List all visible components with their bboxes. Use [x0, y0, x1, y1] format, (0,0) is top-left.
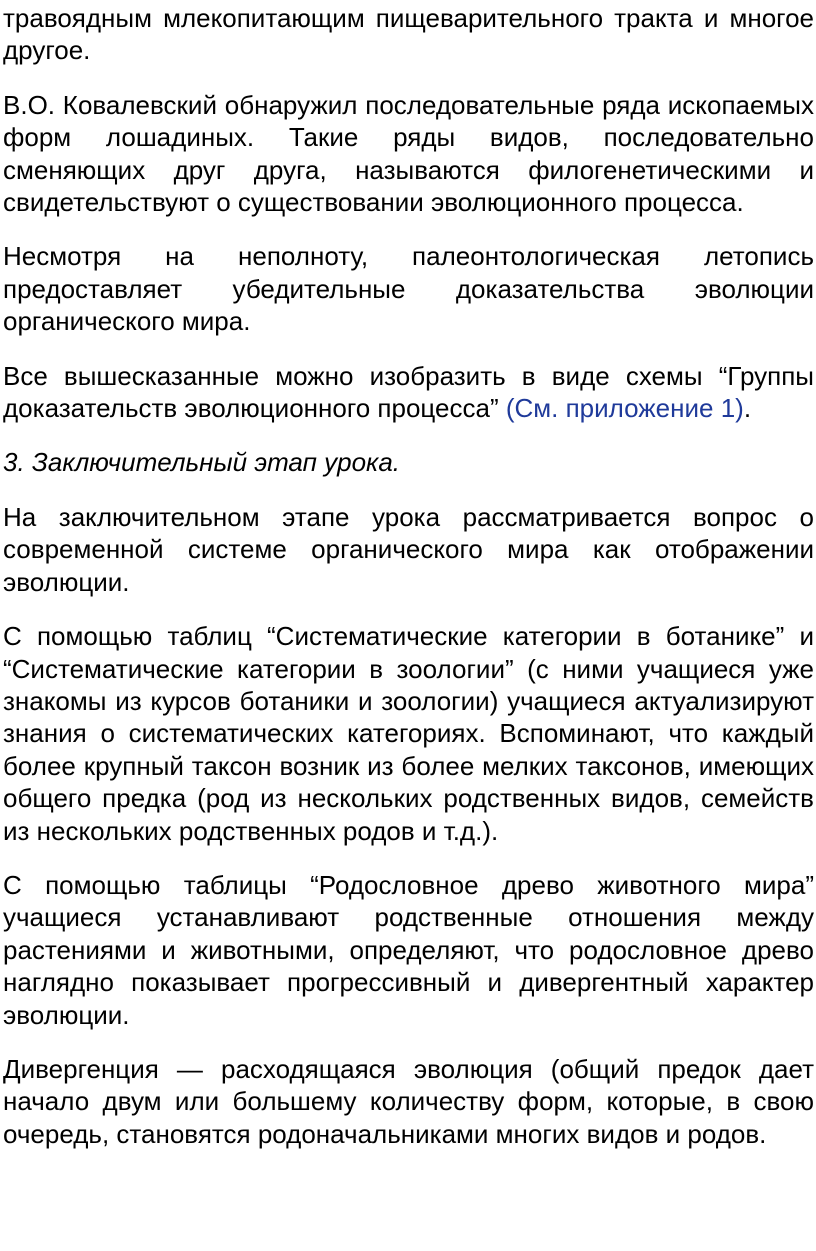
paragraph-3: Несмотря на неполноту, палеонтологическая летопись предоставляет убедительные доказательства эволюции органического мира.: [3, 241, 814, 337]
paragraph-4: [3, 360, 814, 425]
section-heading-3: 3. Заключительный этап урока.: [3, 447, 401, 478]
paragraph-7: С помощью таблицы “Родословное древо животного мира” учащиеся устанавливают родственные отношения между растениями и животными, определяют, что родословное древо наглядно показывает прогрессивный и дивергентный характер эволюции.: [3, 869, 814, 1030]
paragraph-6: С помощью таблиц “Систематические категории в ботанике” и “Систематические категории в зоологии” (с ними учащиеся уже знакомы из курсов ботаники и зоологии) учащиеся актуализируют знания о систематических категориях. Вспоминают, что каждый более крупный таксон возник из более мелких таксонов, имеющих общего предка (род из нескольких родственных видов, семейств из нескольких родственных родов и т.д.).: [3, 621, 814, 846]
paragraph-2: В.О. Ковалевский обнаружил последовательные ряда ископаемых форм лошадиных. Такие ряды видов, последовательно сменяющих друг друга, называются филогенетическими и свидетельствуют о существовании эволюционного процесса.: [3, 89, 814, 218]
document-page: [0, 2, 816, 1251]
paragraph-4-end: .: [743, 393, 752, 424]
paragraph-5: На заключительном этапе урока рассматривается вопрос о современной системе органического мира как отображении эволюции.: [3, 501, 814, 597]
paragraph-4-text: Все вышесказанные можно изобразить в виде схемы “Группы доказательств эволюционного процесса”: [3, 360, 814, 424]
appendix-1-link[interactable]: (См. приложение 1): [505, 393, 744, 424]
paragraph-1: травоядным млекопитающим пищеварительного тракта и многое другое.: [3, 3, 814, 66]
paragraph-8: Дивергенция — расходящаяся эволюция (общий предок дает начало двум или большему количеству форм, которые, в свою очередь, становятся родоначальниками многих видов и родов.: [3, 1053, 814, 1149]
